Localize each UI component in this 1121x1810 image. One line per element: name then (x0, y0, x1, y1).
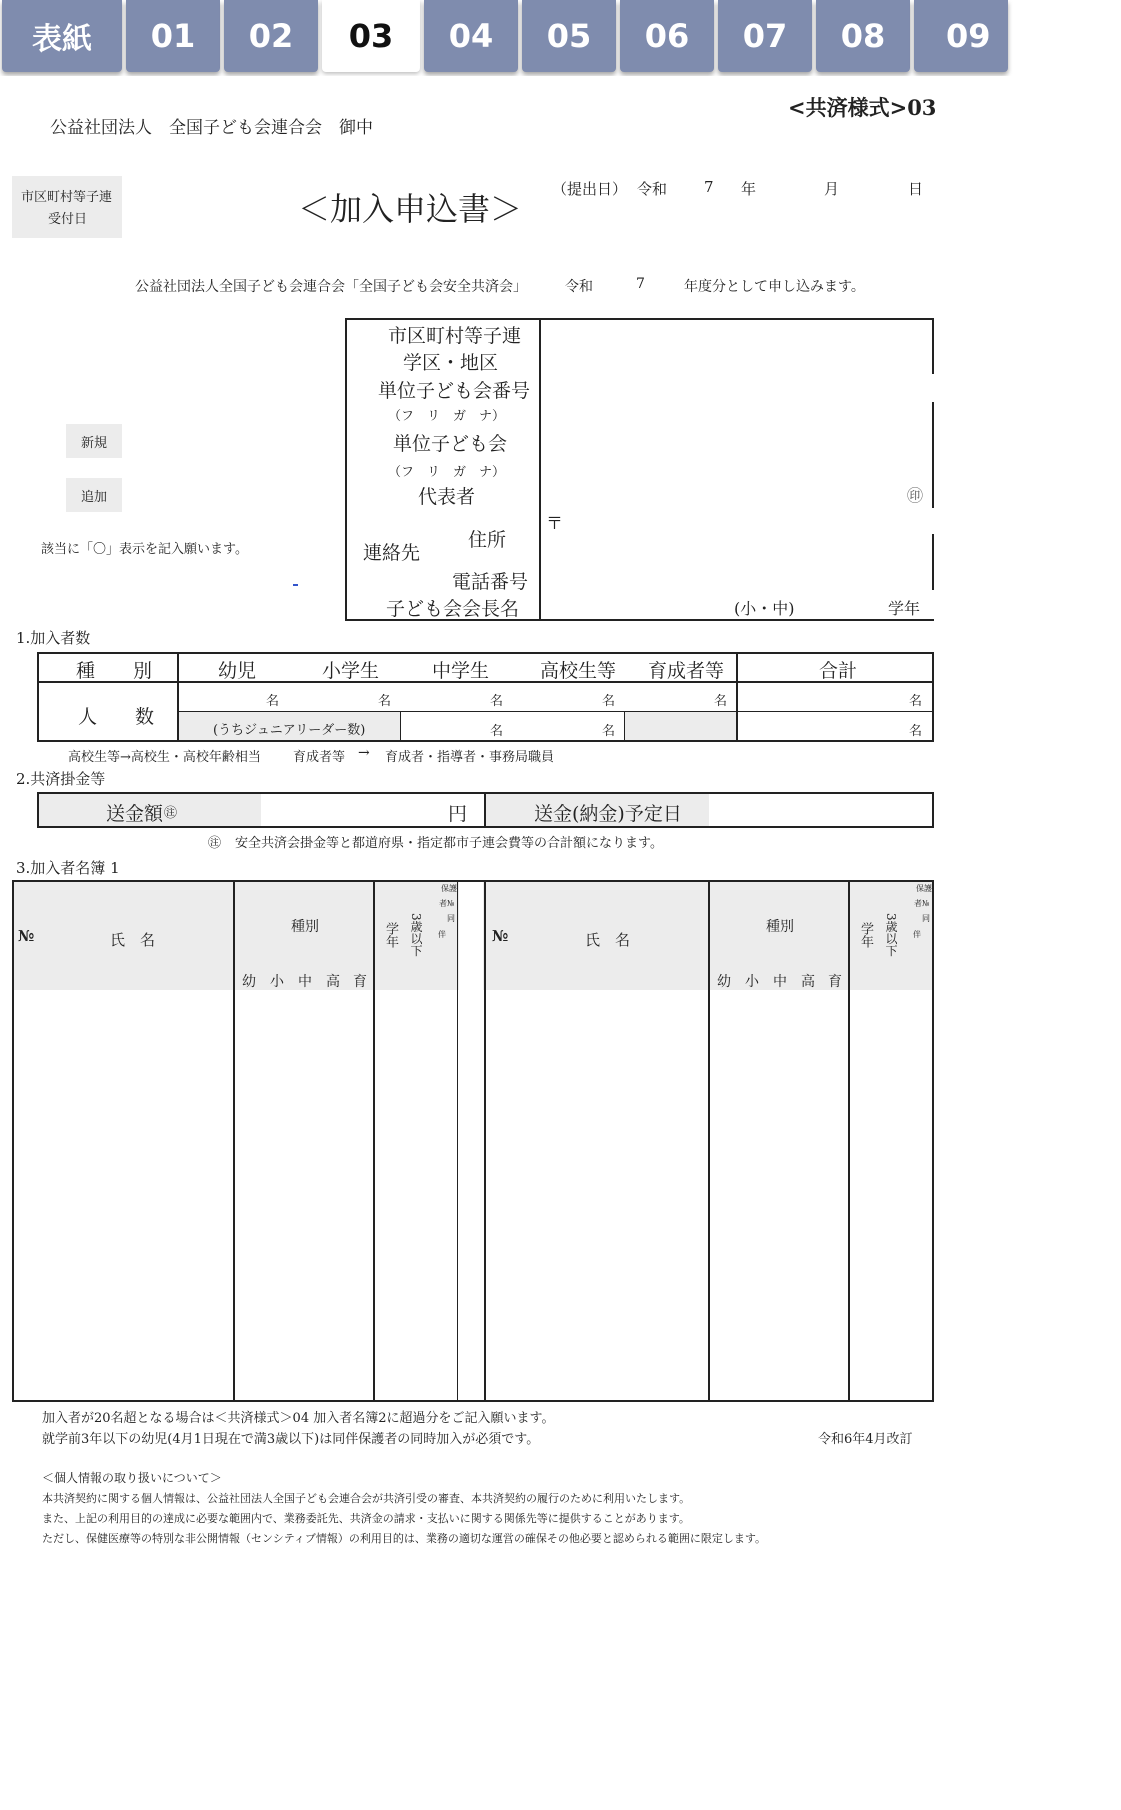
applicant-bottom-border (541, 619, 934, 621)
s3-l-opt-mentor: 育 (353, 974, 367, 990)
s3-r-name: 氏 名 (585, 931, 631, 949)
label-leader: 子ども会会長名 (386, 598, 520, 620)
grade-choice: (小・中) (734, 599, 795, 618)
s3-gap (459, 882, 483, 1400)
s1-unit-high-school: 名 (602, 694, 616, 709)
label-furigana-1: （フ リ ガ ナ） (388, 409, 506, 424)
new-option-box[interactable] (66, 424, 122, 458)
s1-unit-junior-high: 名 (490, 694, 504, 709)
s1-unit-total: 名 (909, 694, 923, 709)
s3-l-type-divider (373, 880, 375, 1402)
receipt-label-2: 受付日 (48, 212, 88, 227)
add-option-label: 追加 (81, 490, 108, 505)
form-title: ＜加入申込書＞ (298, 190, 523, 228)
s1-unit-mentor: 名 (714, 694, 728, 709)
tab-02[interactable]: 02 (224, 0, 318, 72)
s1-unit-elementary: 名 (378, 694, 392, 709)
s3-r-opt-mentor: 育 (828, 974, 842, 990)
s1-col-total: 合計 (819, 660, 858, 682)
s3-r-start (484, 880, 486, 1402)
grade-unit: 学年 (888, 599, 921, 618)
applicant-right-border-1 (932, 318, 934, 374)
s3-r-guardian-3: 同 (922, 914, 930, 923)
s1-note-arrow: → (358, 745, 370, 761)
s1-col-elementary: 小学生 (322, 660, 380, 682)
section3-title: 3.加入者名簿 1 (16, 859, 120, 877)
tab-cover[interactable]: 表紙 (2, 0, 122, 72)
intro-suffix: 年度分として申し込みます。 (684, 279, 865, 295)
applicant-right-border-3 (932, 534, 934, 590)
s1-junior-unit-2: 名 (602, 724, 616, 739)
section1-title: 1.加入者数 (16, 629, 91, 647)
s1-top (37, 652, 934, 654)
tab-01[interactable]: 01 (126, 0, 220, 72)
form-number: <共済様式>03 (788, 95, 937, 120)
s1-junior-leader-label: (うちジュニアリーダー数) (213, 723, 366, 738)
s3-r-opt-junior: 中 (773, 974, 787, 990)
s2-amount-label: 送金額 (106, 803, 164, 825)
label-representative: 代表者 (418, 486, 476, 508)
new-option-label: 新規 (81, 436, 108, 451)
submit-date-label: （提出日） (552, 180, 628, 198)
footer-note-1: 加入者が20名超となる場合は＜共済様式＞04 加入者名簿2に超過分をご記入願います。 (42, 1411, 555, 1426)
tab-07[interactable]: 07 (718, 0, 812, 72)
revision-date: 令和6年4月改訂 (818, 1432, 913, 1447)
tab-04[interactable]: 04 (424, 0, 518, 72)
s3-r-name-divider (708, 880, 710, 1402)
s3-l-guardian-3: 同 (447, 914, 455, 923)
s1-left (37, 652, 39, 741)
s1-junior-leader-cell (179, 712, 400, 740)
seal-icon: ㊞ (907, 486, 924, 505)
s2-date-label: 送金(納金)予定日 (534, 803, 682, 825)
s3-r-guardian-1: 保護 (916, 884, 932, 893)
s3-l-end (457, 880, 458, 1402)
section2-title: 2.共済掛金等 (16, 770, 106, 788)
intro-year[interactable]: 7 (636, 276, 645, 292)
s3-r-no: № (492, 927, 509, 945)
s3-l-name: 氏 名 (110, 931, 156, 949)
s3-r-opt-infant: 幼 (717, 974, 731, 990)
day-unit: 日 (908, 180, 924, 198)
s1-bottom (37, 740, 934, 742)
label-school-district: 学区・地区 (403, 352, 499, 374)
add-option-box[interactable] (66, 478, 122, 512)
s1-junior-unit-total: 名 (909, 724, 923, 739)
label-unit-name: 単位子ども会 (393, 433, 508, 455)
receipt-label-1: 市区町村等子連 (21, 190, 113, 205)
s3-l-guardian-4: 伴 (438, 930, 446, 939)
link-marker (293, 584, 298, 586)
intro-era: 令和 (565, 279, 593, 295)
s3-l-guardian-1: 保護 (441, 884, 457, 893)
s1-note-mid: 育成者等 (293, 750, 346, 765)
postal-mark: 〒 (546, 514, 563, 534)
year-unit: 年 (741, 180, 757, 198)
privacy-line-2: また、上記の利用目的の達成に必要な範囲内で、業務委託先、共済金の請求・支払いに関する関係先等に提供することがあります。 (42, 1512, 690, 1525)
s3-l-opt-junior: 中 (298, 974, 312, 990)
s3-l-type: 種別 (291, 919, 319, 935)
tab-03[interactable]: 03 (322, 0, 420, 72)
label-furigana-2: （フ リ ガ ナ） (388, 465, 506, 480)
s1-junior-divider (400, 711, 401, 741)
s1-junior-unit-1: 名 (490, 724, 504, 739)
s3-l-opt-infant: 幼 (242, 974, 256, 990)
s1-unit-infant: 名 (266, 694, 280, 709)
s3-l-under3: 3歳以下 (409, 913, 423, 957)
privacy-line-3: ただし、保健医療等の特別な非公開情報（センシティブ情報）の利用目的は、業務の適切な運営の確保その他必要と認められる範囲に限定します。 (42, 1532, 766, 1545)
submit-year[interactable]: 7 (704, 178, 714, 196)
tab-05[interactable]: 05 (522, 0, 616, 72)
s3-l-name-divider (233, 880, 235, 1402)
s3-r-opt-elementary: 小 (745, 974, 759, 990)
s2-yen: 円 (448, 803, 468, 825)
footer-note-2: 就学前3年以下の幼児(4月1日現在で満3歳以下)は同伴保護者の同時加入が必須です。 (42, 1432, 540, 1447)
label-contact: 連絡先 (363, 542, 421, 564)
label-address: 住所 (468, 529, 507, 551)
s3-r-guardian-2: 者№ (914, 899, 930, 908)
s3-r-guardian-4: 伴 (913, 930, 921, 939)
receipt-date-box (12, 176, 122, 238)
s3-l-opt-high: 高 (326, 974, 340, 990)
intro-text: 公益社団法人全国子ども会連合会「全国子ども会安全共済会」 (135, 279, 527, 295)
label-unit-number: 単位子ども会番号 (378, 380, 531, 402)
applicant-top-border (541, 318, 934, 320)
s1-note-right: 育成者・指導者・事務局職員 (385, 750, 555, 765)
option-note: 該当に「〇」表示を記入願います。 (41, 542, 248, 557)
s1-col-junior-high: 中学生 (432, 660, 490, 682)
s2-note: 安全共済会掛金等と都道府県・指定都市子連会費等の合計額になります。 (235, 836, 663, 851)
applicant-right-border-2 (932, 402, 934, 508)
privacy-title: ＜個人情報の取り扱いについて＞ (42, 1471, 222, 1485)
privacy-line-1: 本共済契約に関する個人情報は、公益社団法人全国子ども会連合会が共済引受の審査、本共済契約の履行のために利用いたします。 (42, 1492, 691, 1505)
s1-type-header: 種 別 (76, 660, 153, 682)
s1-empty-cell (625, 712, 736, 740)
s1-col-high-school: 高校生等 (540, 660, 617, 682)
s2-note-mark: ㊟ (208, 836, 222, 851)
tab-09[interactable]: 09 (914, 0, 1008, 72)
tab-06[interactable]: 06 (620, 0, 714, 72)
s3-r-grade: 学年 (858, 922, 873, 948)
s1-note-left: 高校生等→高校生・高校年齢相当 (68, 750, 261, 765)
label-municipal: 市区町村等子連 (388, 325, 522, 347)
s1-col-mentor: 育成者等 (648, 660, 725, 682)
s1-count-label: 人 数 (78, 706, 155, 728)
submit-era: 令和 (637, 180, 668, 198)
addressee: 公益社団法人 全国子ども会連合会 御中 (50, 118, 373, 138)
s1-col-infant: 幼児 (218, 660, 257, 682)
s3-l-guardian-2: 者№ (439, 899, 455, 908)
sheet-tab-bar (0, 0, 1121, 76)
s3-r-type-divider (848, 880, 850, 1402)
tab-08[interactable]: 08 (816, 0, 910, 72)
label-phone: 電話番号 (452, 571, 529, 593)
s1-right (932, 652, 934, 741)
s3-r-opt-high: 高 (801, 974, 815, 990)
s3-l-no: № (18, 927, 35, 945)
s3-l-grade: 学年 (383, 922, 398, 948)
s3-r-under3: 3歳以下 (884, 913, 898, 957)
s3-l-opt-elementary: 小 (270, 974, 284, 990)
s3-r-type: 種別 (766, 919, 794, 935)
s2-amount-mark: ㊟ (164, 806, 178, 821)
s1-total-divider (736, 652, 738, 741)
month-unit: 月 (824, 180, 840, 198)
